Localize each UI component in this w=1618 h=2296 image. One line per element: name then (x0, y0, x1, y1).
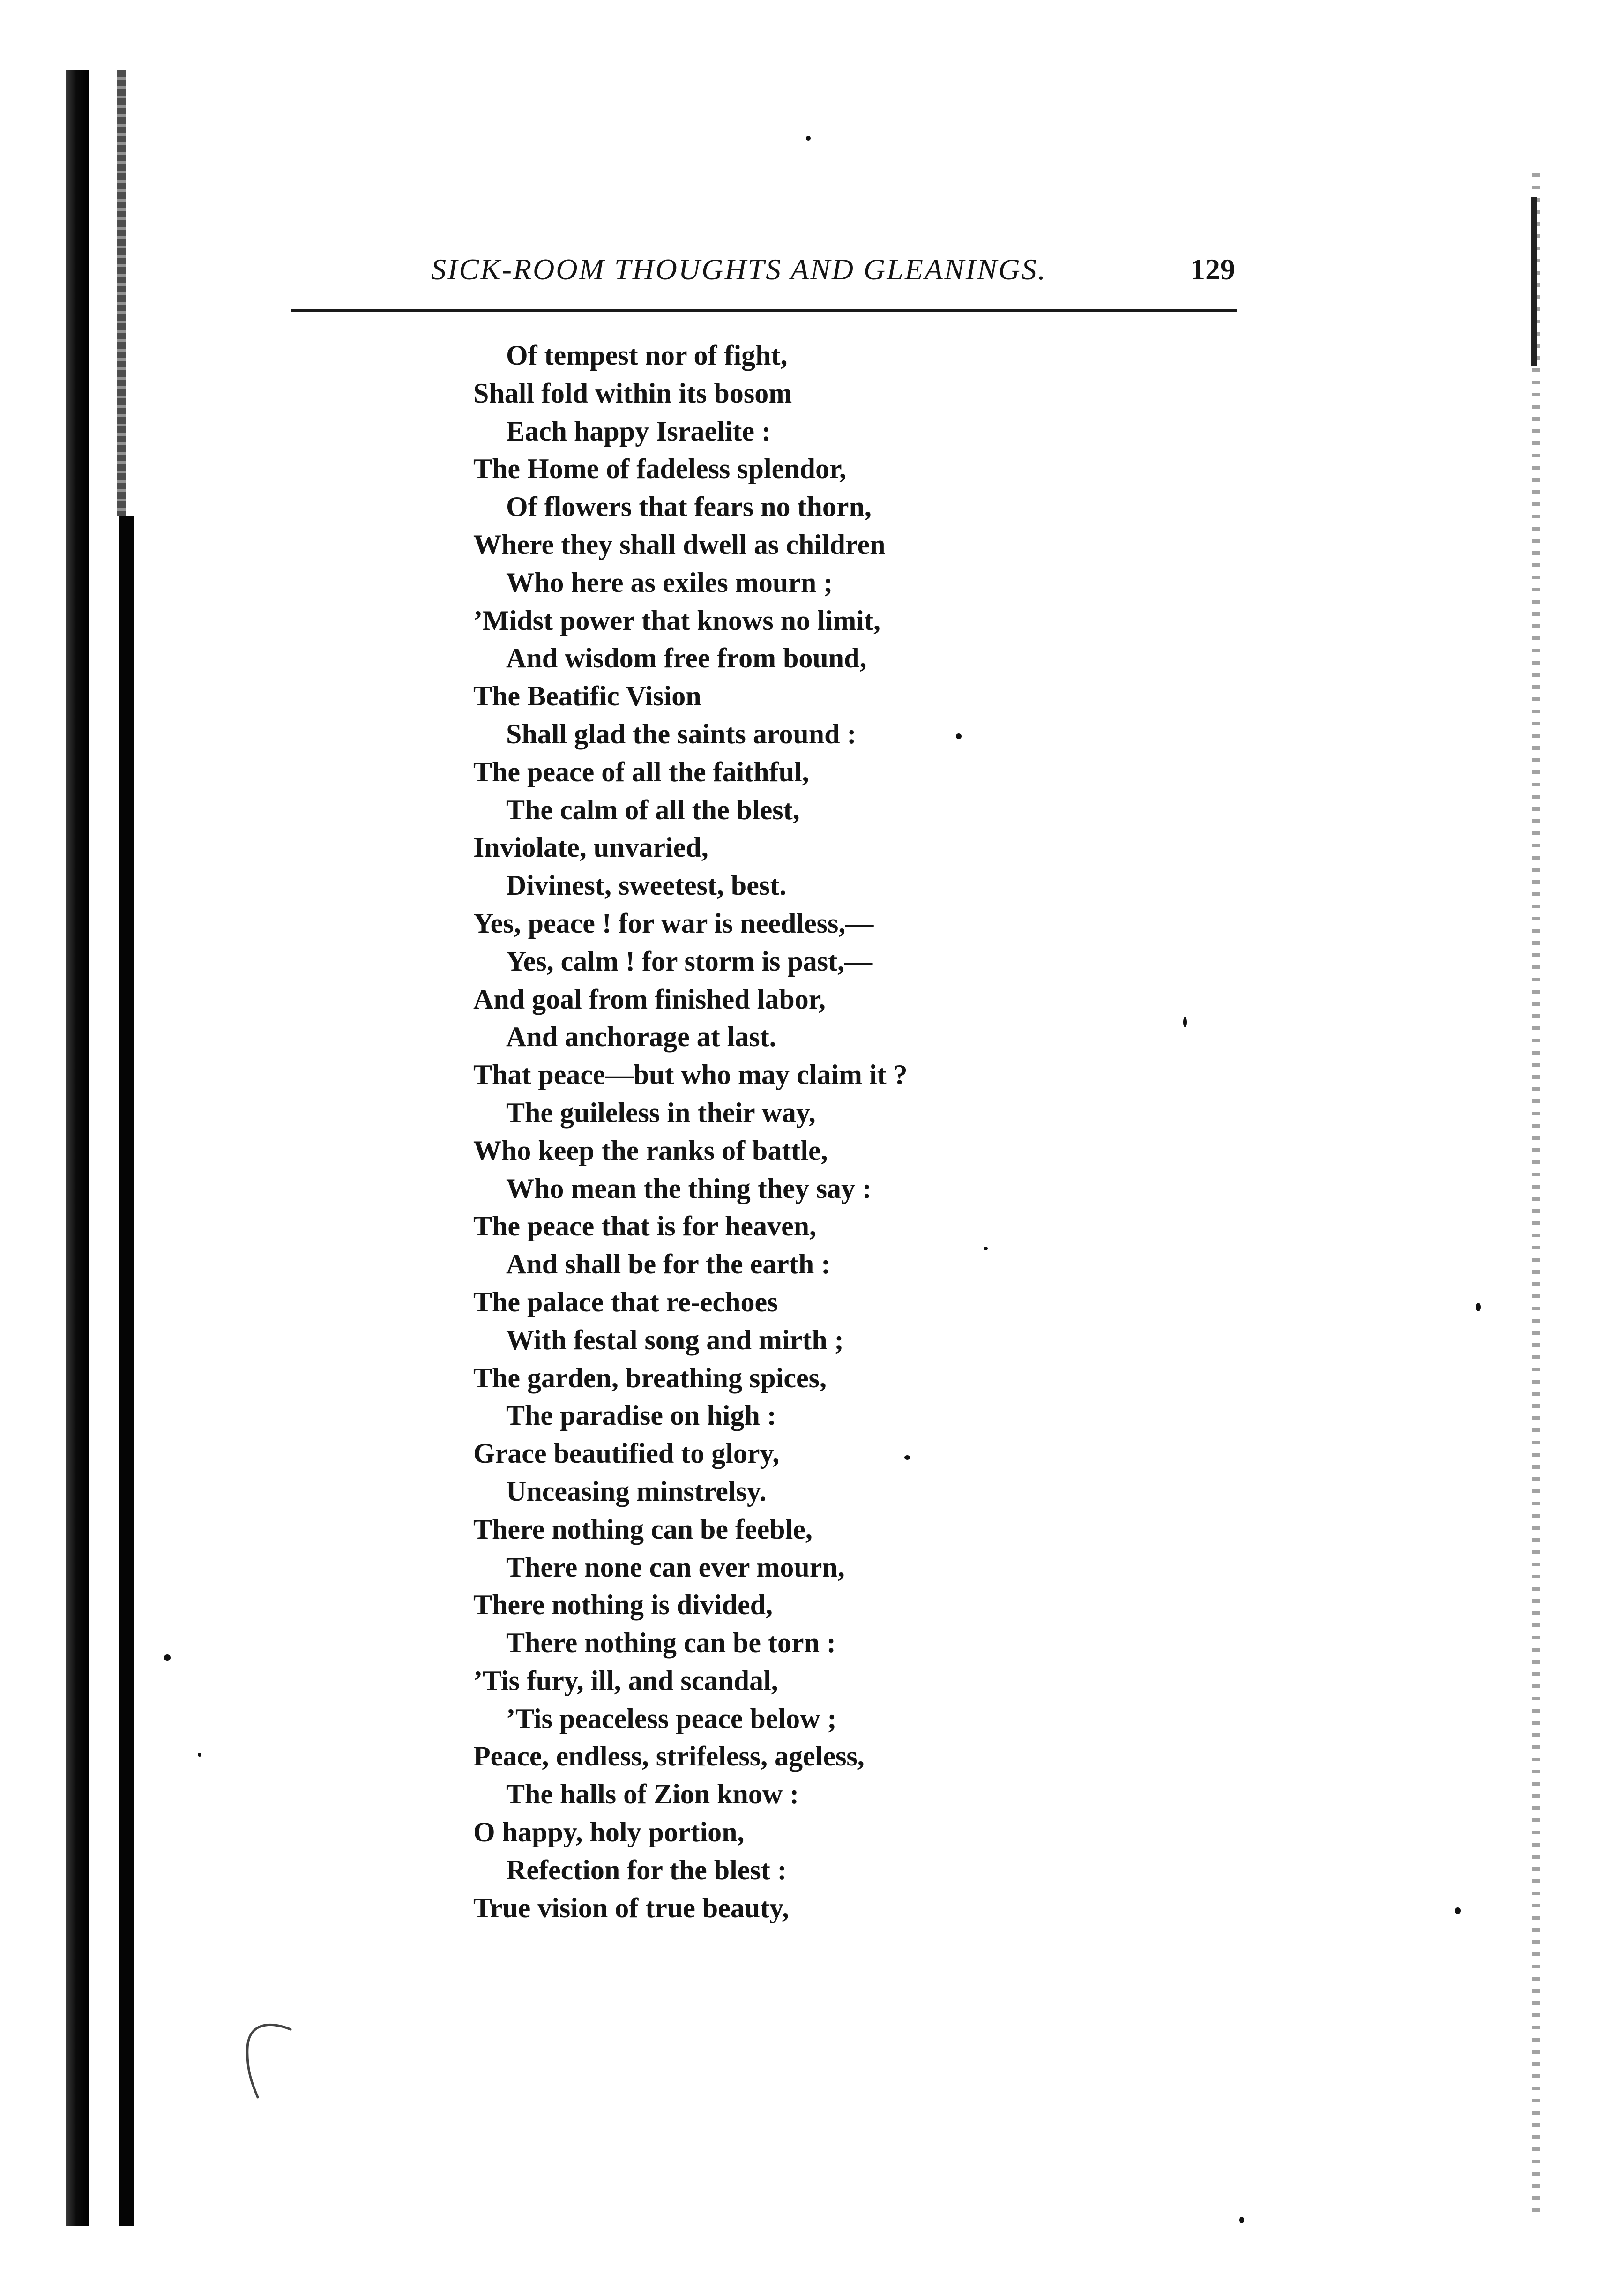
poem-line: Shall glad the saints around : (506, 718, 857, 749)
poem-line: Inviolate, unvaried, (473, 832, 708, 863)
scan-speck (1476, 1303, 1481, 1311)
poem-line: The palace that re-echoes (473, 1286, 778, 1317)
poem-line: And wisdom free from bound, (506, 643, 867, 674)
poem-line: The Home of fadeless splendor, (473, 453, 847, 485)
poem-line: And anchorage at last. (506, 1021, 776, 1053)
poem-line: Divinest, sweetest, best. (506, 870, 787, 901)
scan-speck (1455, 1907, 1461, 1914)
running-head-title: SICK-ROOM THOUGHTS AND GLEANINGS. (431, 253, 1047, 286)
poem-line: Each happy Israelite : (506, 415, 771, 447)
poem-line: O happy, holy portion, (473, 1817, 745, 1848)
poem-line: The Beatific Vision (473, 681, 701, 712)
poem-line: With festal song and mirth ; (506, 1324, 844, 1355)
poem-line: The peace of all the faithful, (473, 756, 809, 787)
right-margin-scan-edge (1531, 197, 1537, 366)
poem-line: Grace beautified to glory, (473, 1438, 780, 1469)
binding-edge-texture (117, 70, 126, 516)
poem-line: There none can ever mourn, (506, 1551, 845, 1583)
poem-line: And goal from finished labor, (473, 983, 826, 1015)
poem-line: There nothing can be feeble, (473, 1513, 813, 1545)
scan-speck (1239, 2217, 1244, 2223)
poem-line: ’Tis fury, ill, and scandal, (473, 1665, 778, 1696)
poem-line: There nothing is divided, (473, 1589, 773, 1621)
binding-edge (66, 70, 89, 2226)
poem-line: The paradise on high : (506, 1400, 776, 1431)
poem-line: Peace, endless, strifeless, ageless, (473, 1741, 865, 1772)
poem-line: Who here as exiles mourn ; (506, 567, 833, 598)
poem-line: And shall be for the earth : (506, 1249, 831, 1280)
pencil-mark (239, 2020, 295, 2104)
poem-line: The halls of Zion know : (506, 1779, 799, 1810)
poem-line: Of flowers that fears no thorn, (506, 491, 872, 523)
header-rule (291, 309, 1237, 312)
poem-line: Unceasing minstrelsy. (506, 1475, 767, 1507)
scan-speck (984, 1247, 988, 1250)
right-margin-scan-noise (1532, 173, 1540, 2212)
poem-line: Yes, calm ! for storm is past,— (506, 945, 873, 977)
poem-line: Yes, peace ! for war is needless,— (473, 907, 874, 939)
poem-line: The guileless in their way, (506, 1097, 816, 1128)
scan-speck (956, 733, 962, 739)
scan-speck (806, 136, 811, 141)
poem-line: That peace—but who may claim it ? (473, 1059, 908, 1091)
poem-line: Of tempest nor of fight, (506, 340, 788, 371)
scan-speck (904, 1455, 910, 1460)
poem-body (473, 337, 1036, 1927)
scan-speck (164, 1654, 171, 1661)
poem-line: The garden, breathing spices, (473, 1362, 827, 1393)
poem-line: Shall fold within its bosom (473, 377, 792, 409)
scan-speck (1183, 1017, 1187, 1027)
poem-line: Who keep the ranks of battle, (473, 1135, 828, 1166)
poem-line: ’Midst power that knows no limit, (473, 605, 880, 636)
poem-line: The calm of all the blest, (506, 794, 800, 825)
poem-line: Refection for the blest : (506, 1854, 787, 1885)
poem-line: True vision of true beauty, (473, 1892, 789, 1923)
poem-line: The peace that is for heaven, (473, 1211, 817, 1242)
poem-line: Where they shall dwell as children (473, 529, 886, 560)
running-head (291, 251, 1237, 302)
page-number: 129 (1190, 253, 1235, 286)
scan-speck (198, 1753, 201, 1757)
binding-shadow (119, 516, 134, 2226)
poem-line: There nothing can be torn : (506, 1627, 836, 1659)
poem-line: ’Tis peaceless peace below ; (506, 1703, 837, 1734)
poem-line: Who mean the thing they say : (506, 1173, 872, 1204)
